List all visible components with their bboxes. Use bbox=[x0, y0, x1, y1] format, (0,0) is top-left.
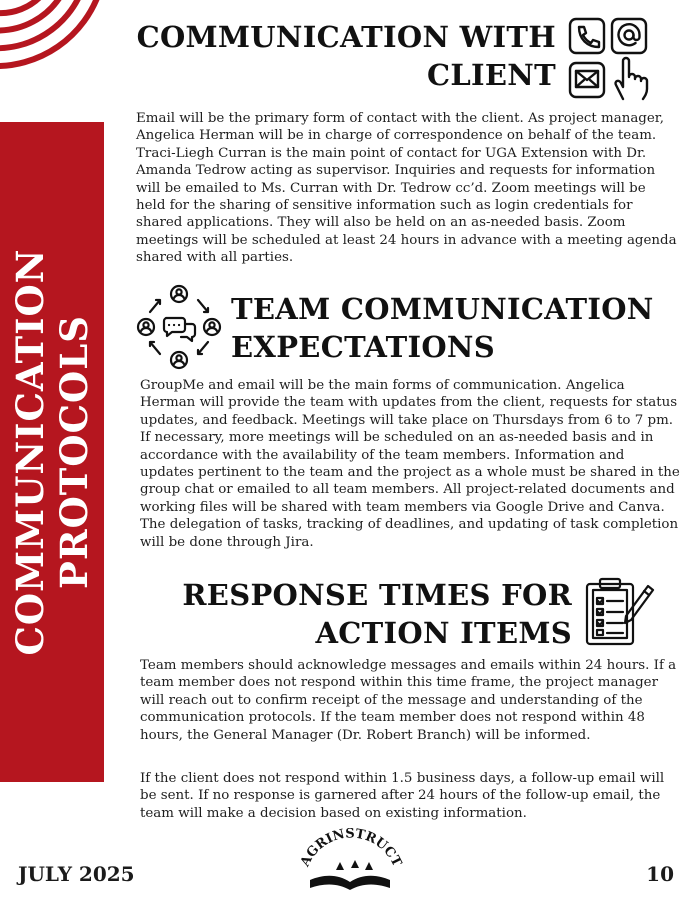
sidebar-title-line1: COMMUNICATION bbox=[8, 248, 52, 656]
svg-text:AGRINSTRUCT bbox=[297, 828, 404, 870]
paragraph-team: GroupMe and email will be the main forms of communication. Angelica Herman will provide the team with updates from the client, requests for status updates, and feedback. Meetings will take place on Thursdays from 6 to 7 pm. If necessary, more meetings will be scheduled on an as-needed basis and in accordance with the availability of the team members. Information and updates pertinent to the team and the project as a whole must be shared in the group chat or emailed to all team members. All project-related documents and working files will be shared with team members via Google Drive and Canva. The delegation of tasks, tracking of deadlines, and updating of task completion will be done through Jira. bbox=[140, 378, 680, 550]
pointing-hand-icon bbox=[616, 58, 647, 99]
checklist-clipboard-icon bbox=[584, 576, 656, 648]
section-heading-team bbox=[231, 290, 654, 366]
agrinstruct-logo bbox=[296, 828, 406, 896]
contact-icons bbox=[568, 17, 654, 101]
footer-date: JULY 2025 bbox=[18, 862, 135, 886]
logo-text: AGRINSTRUCT bbox=[297, 828, 405, 870]
paragraph-client: Email will be the primary form of contact with the client. As project manager, Angelica Herman will be in charge of correspondence on behalf of the team. Traci-Liegh Curran is the main point of contact for UGA Extension with Dr. Amanda Tedrow acting as supervisor. Inquiries and requests for information will be emailed to Ms. Curran with Dr. Tedrow cc’d. Zoom meetings will be held for the sharing of sensitive information such as login credentials for shared applications. They will also be held on an as-needed basis. Zoom meetings will be scheduled at least 24 hours in advance with a meeting agenda shared with all parties. bbox=[136, 111, 677, 266]
heading-line: RESPONSE TIMES FOR bbox=[182, 578, 572, 612]
team-communication-icon bbox=[136, 284, 222, 370]
section-heading-client bbox=[137, 18, 556, 94]
decorative-arcs bbox=[0, 0, 110, 70]
paragraph-response-team: Team members should acknowledge messages and emails within 24 hours. If a team member does not respond within this time frame, the project manager will reach out to confirm receipt of the message and understanding of the communication protocols. If the team member does not respond within 48 hours, the General Manager (Dr. Robert Branch) will be informed. bbox=[140, 658, 677, 743]
heading-line: TEAM COMMUNICATION bbox=[231, 292, 654, 326]
sidebar-title bbox=[0, 122, 104, 782]
heading-line: COMMUNICATION WITH bbox=[136, 20, 556, 54]
heading-line: EXPECTATIONS bbox=[231, 330, 495, 364]
heading-line: CLIENT bbox=[426, 58, 556, 92]
page-number: 10 bbox=[646, 862, 674, 886]
sidebar-title-line2: PROTOCOLS bbox=[52, 315, 96, 589]
heading-line: ACTION ITEMS bbox=[315, 616, 572, 650]
section-heading-response bbox=[182, 576, 572, 652]
paragraph-response-client: If the client does not respond within 1.5 business days, a follow-up email will be sent. If no response is garnered after 24 hours of the follow-up email, the team will make a decision based on existing information. bbox=[140, 771, 665, 821]
